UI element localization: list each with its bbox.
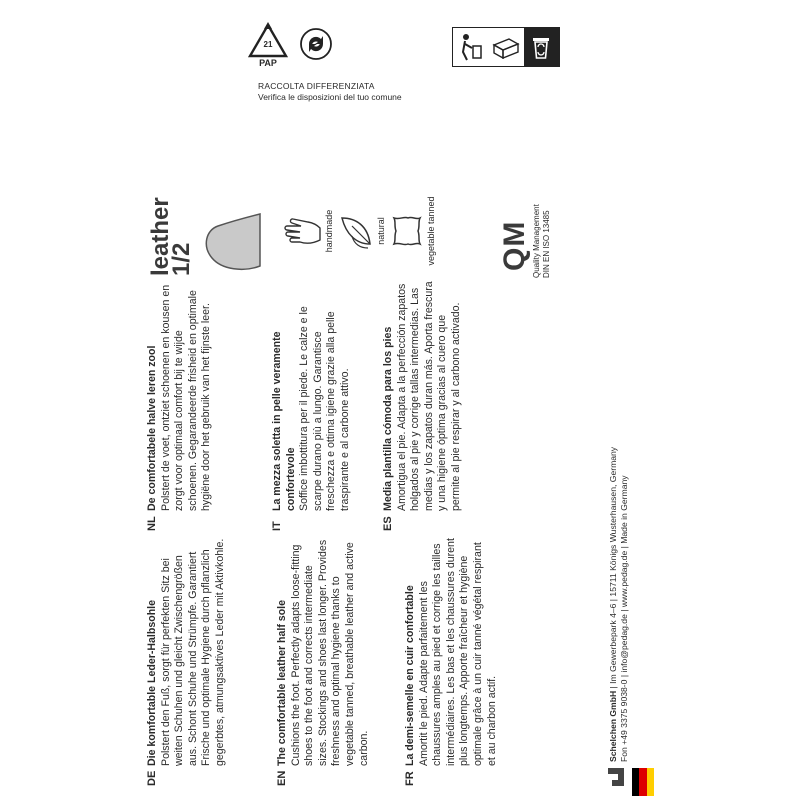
litter-bin-icon: [453, 28, 488, 66]
body-nl: Polstert de voet, ontziet schoenen en kousen en zorgt voor optimaal comfort bij te wijde schoenen. Gegarandeerde frisheid en optimale hygiëne door het gebruik van het fijnste leer.: [159, 284, 213, 511]
product-title-line1: leather: [147, 197, 174, 276]
company-address: | Im Gewerbepark 4–6 | 15711 Königs Wusterhausen, Germany: [608, 446, 618, 691]
vegetable-tanned-badge: [390, 191, 436, 271]
heading-it: La mezza soletta in pelle veramente confortevole: [271, 331, 297, 511]
pap-number: 21: [263, 40, 273, 49]
pap-recycling-icon: [246, 22, 290, 66]
raccolta-title: RACCOLTA DIFFERENZIATA: [258, 81, 375, 91]
lang-code-it: IT: [271, 521, 283, 531]
heading-nl: De comfortabele halve leren zool: [146, 345, 158, 511]
pedag-logo-icon: [608, 764, 624, 786]
rotated-label-panel: [146, 186, 656, 786]
paper-bin-icon: [524, 28, 559, 66]
lang-code-en: EN: [276, 770, 288, 786]
heading-es: Media plantilla cómoda para los pies: [382, 326, 394, 511]
heading-fr: La demi-semelle en cuir confortable: [404, 585, 416, 766]
company-name: Schelchen GmbH: [608, 690, 618, 762]
handmade-label: handmade: [324, 209, 334, 253]
raccolta-subtitle: Verifica le disposizioni del tuo comune: [258, 92, 402, 102]
natural-label: natural: [376, 217, 386, 245]
body-es: Amortigua el pie. Adapta a la perfección zapatos holgados al pie y corrige tallas intermedias. Las medias y los zapatos duran más. Aporta frescura y una higiene óptima gracias al cuero que permite al pie respirar y al carbono activado.: [395, 281, 462, 511]
product-title: [147, 197, 195, 276]
heading-de: Die komfortable Leder-Halbsohle: [146, 599, 158, 766]
green-dot-icon: [300, 28, 332, 60]
lang-code-de: DE: [146, 770, 158, 786]
text-block-nl: [146, 281, 214, 511]
handmade-badge: [284, 191, 334, 271]
natural-badge: [338, 191, 386, 271]
company-line2: Fon +49 3375 9038-0 | info@pedag.de | www.pedag.de | Made in Germany: [619, 475, 629, 762]
text-block-fr: [404, 536, 499, 766]
lang-code-nl: NL: [146, 516, 158, 531]
qm-line2: DIN EN ISO 13485: [541, 210, 551, 278]
body-de: Polstert den Fuß, sorgt für perfekten Sitz bei weiten Schuhen und gleicht Zwischengrößen aus. Schont Schuhe und Strümpfe. Garantiert Frische und optimale Hygiene durch pflanzlich gegerbtes, atmungsaktives Leder mit Aktivkohle.: [159, 538, 226, 766]
raccolta-notice: [258, 81, 402, 103]
german-flag-icon: [632, 768, 654, 796]
lang-code-fr: FR: [404, 771, 416, 786]
text-block-es: [382, 281, 464, 511]
leather-hide-icon: [390, 212, 424, 250]
hand-icon: [284, 214, 322, 248]
text-block-en: [276, 536, 371, 766]
body-it: Soffice imbottitura per il piede. Le calze e le scarpe durano più a lungo. Garantisce freschezza e ottima igiene grazie alla pelle traspirante e al carbone attivo.: [298, 306, 351, 511]
product-title-line2: 1/2: [168, 242, 195, 276]
leaf-icon: [338, 212, 374, 250]
lang-code-es: ES: [382, 516, 394, 531]
waste-sorting-icons: [452, 27, 560, 67]
recycling-icons: [246, 22, 332, 66]
text-block-it: [271, 281, 353, 511]
half-sole-icon: [204, 194, 262, 274]
vegetable-tanned-label: vegetable tanned: [426, 196, 436, 266]
qm-line1: Quality Management: [532, 204, 541, 278]
body-en: Cushions the foot. Perfectly adapts loose-fitting shoes to the foot and corrects intermediate sizes. Stockings and shoes last longer. Provides freshness and optimal hygiene thanks to vegetable tanned, breathable leather and active carbon.: [289, 539, 370, 766]
company-info: [608, 447, 630, 762]
company-line1: [608, 447, 619, 762]
cardboard-box-icon: [488, 28, 523, 66]
qm-logo: QM: [498, 220, 531, 271]
qm-text: [532, 204, 551, 278]
text-block-de: [146, 536, 228, 766]
body-fr: Amortit le pied. Adapte parfaitement les chaussures amples au pied et corrige les tailles intermédiaires. Les bas et les chaussures durent plus longtemps. Apporte fraîcheur et hygiène optimale grâce à un cuir tanné végétal respirant et au charbon actif.: [417, 538, 498, 766]
heading-en: The comfortable leather half sole: [276, 599, 288, 766]
pap-label: PAP: [259, 58, 277, 68]
